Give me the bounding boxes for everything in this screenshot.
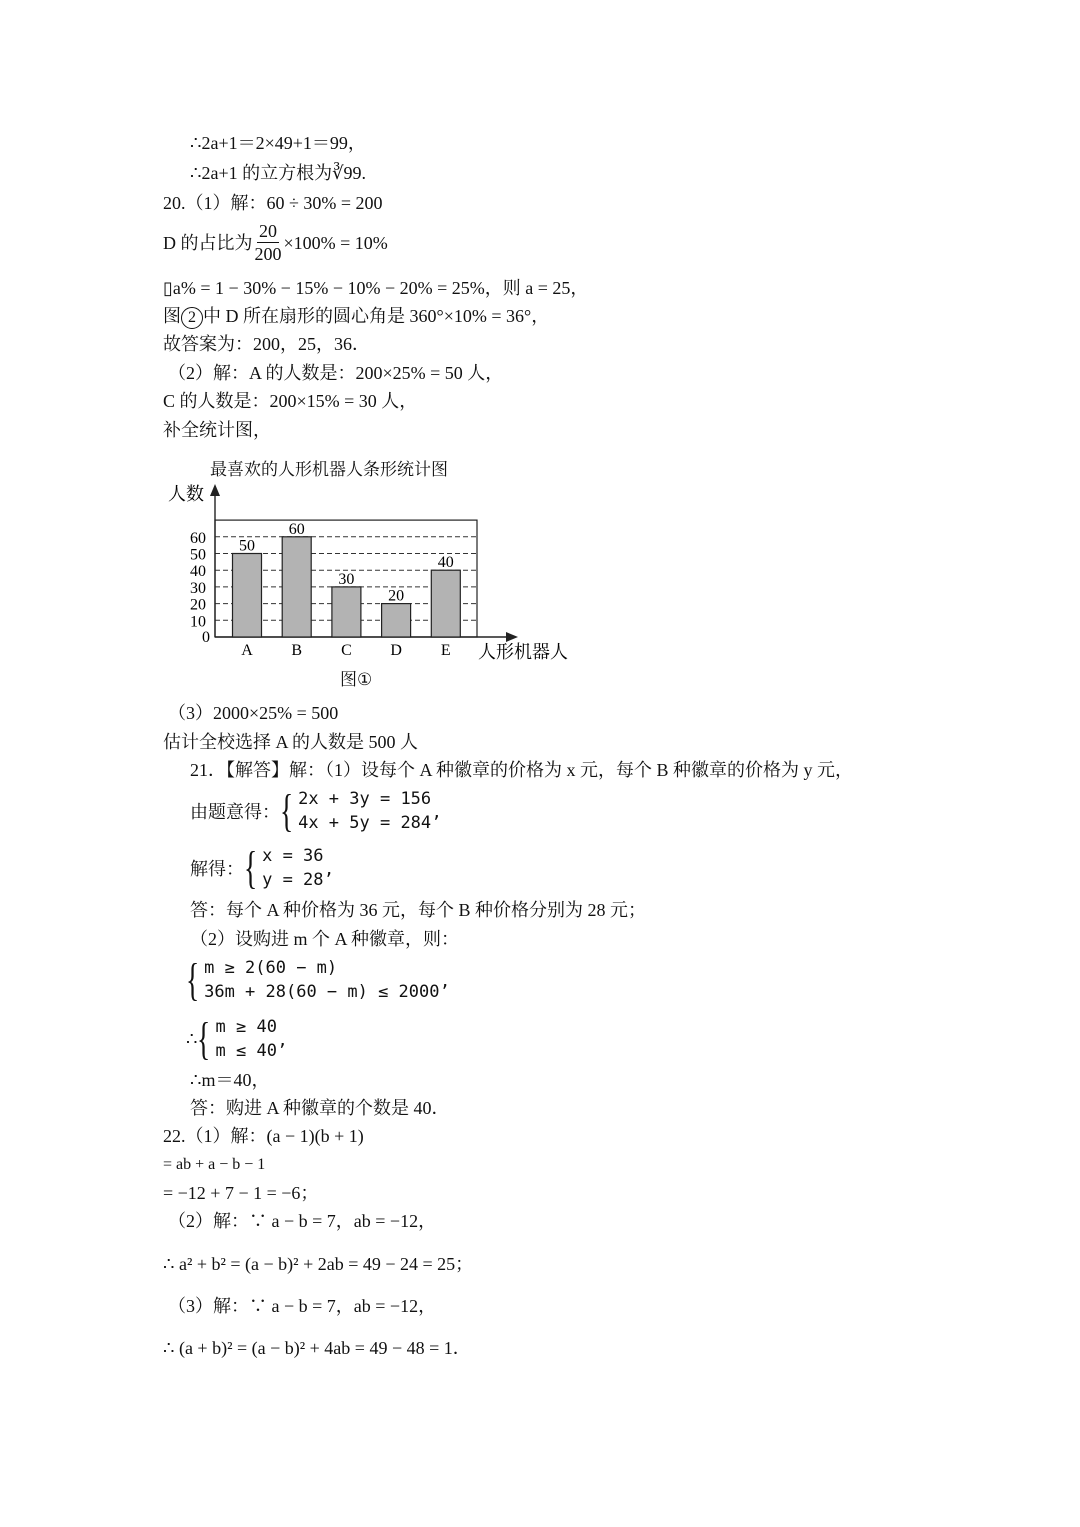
- system-inequality: [186, 956, 450, 1004]
- y-tick-label: 10: [190, 613, 206, 631]
- data-label: 50: [239, 537, 255, 555]
- brace: {: [197, 1013, 211, 1064]
- given-label: 由题意得：: [190, 802, 280, 822]
- line-q20-1: 20.（1）解：60 ÷ 30% = 200: [163, 193, 383, 213]
- d-ratio-text: D 的占比为: [163, 232, 253, 253]
- equation-row: y = 28’: [262, 870, 334, 890]
- brace: {: [280, 785, 294, 836]
- line-answer-21-1: 答：每个 A 种价格为 36 元，每个 B 种价格分别为 28 元；: [190, 900, 647, 920]
- line-expand: = ab + a − b − 1: [163, 1156, 266, 1173]
- line-angle: [163, 305, 549, 329]
- line-result-22-3: ∴ (a + b)² = (a − b)² + 4ab = 49 − 48 = 1．: [163, 1338, 471, 1358]
- x-tick-label: E: [440, 642, 451, 659]
- brace: {: [244, 842, 258, 893]
- bar-e: [431, 570, 460, 637]
- line-cube-calc: ∴2a+1＝2×49+1＝99，: [190, 133, 366, 153]
- bar-c: [332, 587, 361, 637]
- equation-row: 4x + 5y = 284’: [298, 813, 442, 833]
- line-q20-3: （3）2000×25% = 500: [168, 703, 339, 723]
- data-label: 30: [338, 570, 355, 588]
- y-tick-label: 20: [190, 596, 206, 614]
- data-label: 20: [388, 587, 405, 605]
- line-a-percent: ▯a% = 1 − 30% − 15% − 10% − 20% = 25%，则 a = 25，: [163, 278, 589, 298]
- d-ratio-result: ×100% = 10%: [283, 232, 388, 253]
- y-tick-label: 0: [202, 629, 210, 646]
- line-q22-3: （3）解：∵ a − b = 7，ab = −12，: [168, 1296, 437, 1316]
- x-tick-label: D: [390, 642, 402, 659]
- line-result-22-2: ∴ a² + b² = (a − b)² + 2ab = 49 − 24 = 25；: [163, 1254, 474, 1274]
- line-q21-2: （2）设购进 m 个 A 种徽章，则：: [190, 929, 460, 949]
- data-label: 60: [288, 520, 305, 538]
- fraction-numerator: 20: [259, 221, 277, 241]
- inequality-row: 36m + 28(60 − m) ≤ 2000’: [204, 982, 450, 1002]
- bar-b: [282, 537, 311, 637]
- line-q20-2: （2）解：A 的人数是：200×25% = 50 人，: [168, 363, 504, 383]
- x-tick-label: B: [291, 642, 303, 659]
- inequality-row: m ≤ 40’: [215, 1041, 288, 1061]
- x-axis-title: 人形机器人: [478, 642, 568, 662]
- line-d-ratio: [163, 220, 388, 265]
- chart-caption: 图①: [340, 670, 373, 690]
- bar-a: [233, 554, 262, 638]
- chart-title: 最喜欢的人形机器人条形统计图: [210, 460, 448, 480]
- data-label: 40: [437, 554, 454, 572]
- line-answer-21-2: 答：购进 A 种徽章的个数是 40．: [190, 1098, 450, 1118]
- angle-text: 中 D 所在扇形的圆心角是 360°×10% = 36°，: [203, 306, 550, 326]
- equation-row: x = 36: [262, 846, 324, 866]
- line-c-count: C 的人数是：200×15% = 30 人，: [163, 391, 418, 411]
- inequality-row: m ≥ 40: [215, 1017, 277, 1037]
- system-solution: [190, 844, 334, 892]
- inequality-row: m ≥ 2(60 − m): [204, 958, 338, 978]
- x-tick-label: A: [241, 642, 253, 659]
- y-tick-label: 60: [190, 529, 206, 547]
- y-axis-arrow: [210, 484, 220, 496]
- bar-d: [382, 604, 411, 637]
- line-estimate: 估计全校选择 A 的人数是 500 人: [163, 732, 419, 752]
- y-tick-label: 50: [190, 546, 206, 564]
- x-axis-arrow: [506, 632, 518, 642]
- d-ratio-fraction: [255, 220, 282, 265]
- therefore-sign: ∴: [186, 1028, 198, 1049]
- circled-number: 2: [181, 307, 203, 329]
- y-tick-label: 40: [190, 563, 206, 581]
- line-cube-root: ∴2a+1 的立方根为∛99.: [190, 163, 367, 183]
- system-inequality-result: [186, 1015, 287, 1063]
- line-q22-2: （2）解：∵ a − b = 7，ab = −12，: [168, 1211, 437, 1231]
- angle-prefix: 图: [163, 306, 181, 326]
- bar-chart: [160, 480, 590, 670]
- system-given: [190, 787, 441, 835]
- x-tick-label: C: [341, 642, 352, 659]
- line-complete-chart: 补全统计图，: [163, 420, 271, 440]
- line-q21: 21．【解答】解：（1）设每个 A 种徽章的价格为 x 元，每个 B 种徽章的价格为 y 元，: [190, 760, 854, 780]
- y-axis-title: 人数: [168, 484, 204, 504]
- line-m-value: ∴m＝40，: [190, 1070, 270, 1090]
- y-tick-label: 30: [190, 579, 206, 597]
- equation-row: 2x + 3y = 156: [298, 789, 432, 809]
- fraction-denominator: 200: [254, 244, 282, 264]
- line-result-22-1: = −12 + 7 − 1 = −6；: [163, 1183, 319, 1203]
- line-q22-1: 22.（1）解：(a − 1)(b + 1): [163, 1126, 364, 1146]
- brace: {: [186, 954, 200, 1005]
- solution-label: 解得：: [190, 859, 244, 879]
- line-answer-20-1: 故答案为：200，25，36．: [163, 334, 370, 354]
